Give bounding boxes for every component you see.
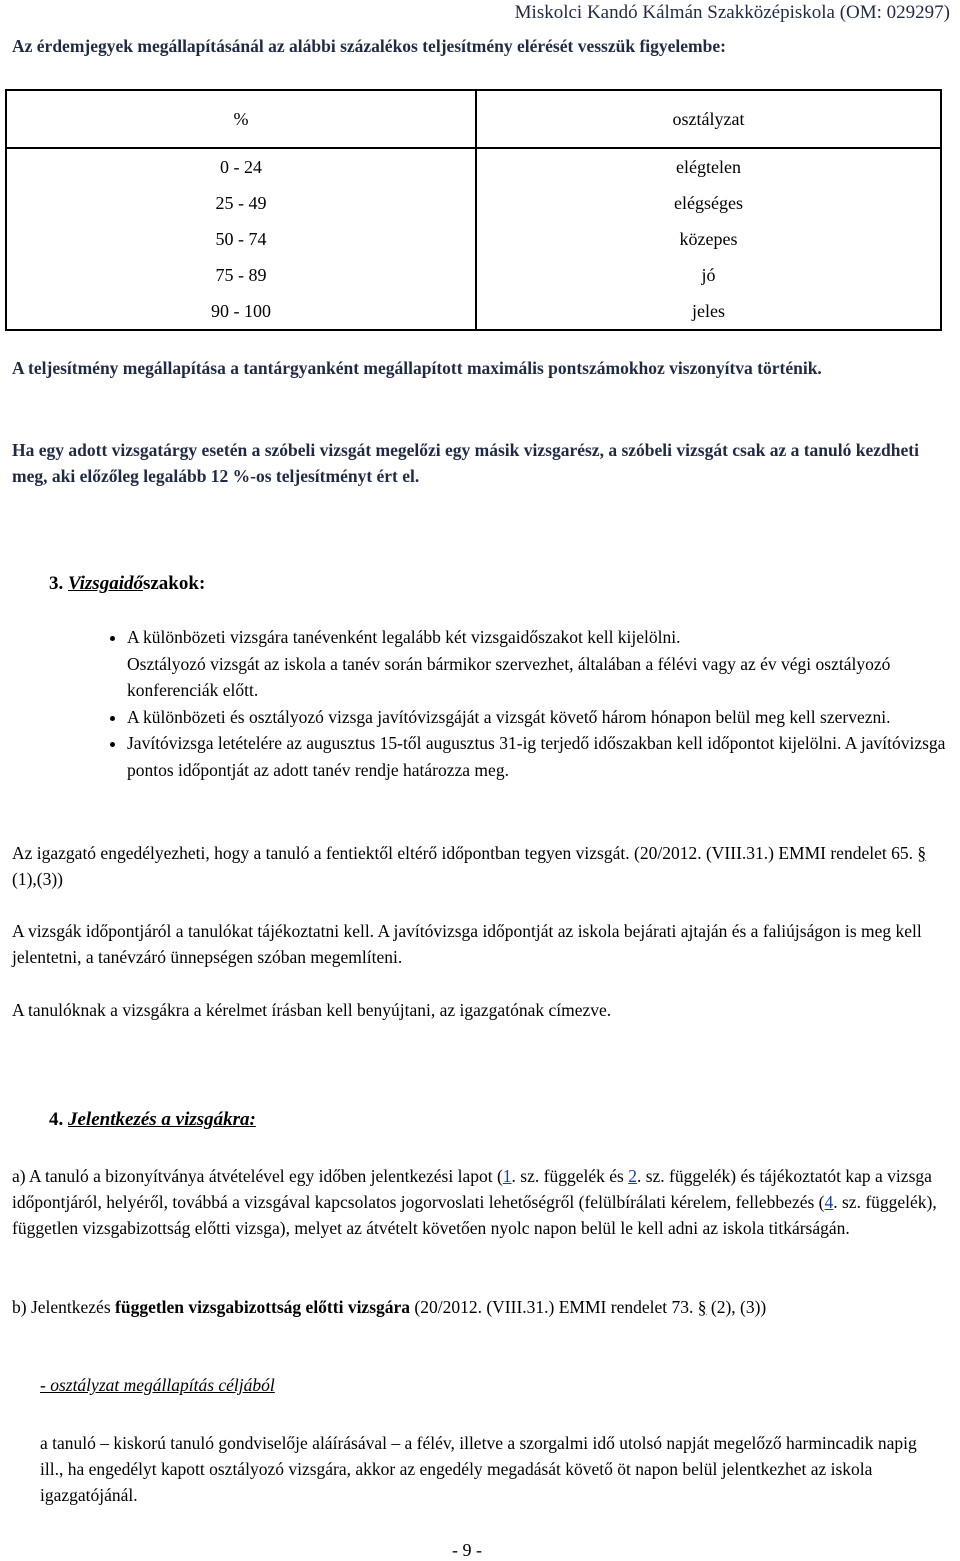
para-b-part3: (2), (3)): [706, 1297, 767, 1317]
table-row: [6, 257, 941, 293]
table-row: [6, 185, 941, 221]
page-header: Miskolci Kandó Kálmán Szakközépiskola (OM: 029297): [514, 2, 950, 23]
range-cell: 0 - 24: [6, 148, 476, 185]
grade-cell: elégséges: [476, 185, 941, 221]
header-percent: %: [6, 90, 476, 148]
grade-cell: jó: [476, 257, 941, 293]
link-appendix-4[interactable]: 4: [824, 1192, 834, 1212]
grade-cell: elégtelen: [476, 148, 941, 185]
para-a: [12, 1163, 942, 1241]
para-a-part2: . sz. függelék és: [511, 1166, 629, 1186]
list-item: • Javítóvizsga letételére az augusztus 15-től augusztus 31-ig terjedő időszakban kell időpontot kijelölni. A javítóvizsga pontos időpontját az adott tanév rendje határozza meg.: [127, 730, 960, 783]
header-grade: osztályzat: [476, 90, 941, 148]
para-szobeli: Ha egy adott vizsgatárgy esetén a szóbeli vizsgát megelőzi egy másik vizsgarész, a szóbeli vizsgát csak az a tanuló kezdheti meg, aki előzőleg legalább 12 %-os teljesítményt ért el.: [12, 440, 919, 486]
section-4-heading: [49, 1109, 256, 1131]
para-b-part1: b) Jelentkezés: [12, 1297, 116, 1317]
list-item: • A különbözeti és osztályozó vizsga javítóvizsgáját a vizsgát követő három hónapon belül meg kell szervezni.: [127, 704, 960, 731]
section-3-number: 3.: [49, 573, 64, 594]
list-item: • A különbözeti vizsgára tanévenként legalább két vizsgaidőszakot kell kijelölni.: [127, 624, 960, 651]
para-kerelem: A tanulóknak a vizsgákra a kérelmet írásban kell benyújtani, az igazgatónak címezve.: [12, 1000, 612, 1020]
para-igazgato-text: Az igazgató engedélyezheti, hogy a tanuló a fentiektől eltérő időpontban tegyen vizsgát. (20/2012. (VIII.31.) EMMI rendelet 65.: [12, 843, 918, 863]
table-header-row: [6, 90, 941, 148]
section-4-number: 4.: [49, 1109, 64, 1130]
para-b: [12, 1294, 942, 1320]
section-sign: §: [917, 843, 927, 863]
table-row: [6, 148, 941, 185]
para-kiskoru: a tanuló – kiskorú tanuló gondviselője aláírásával – a félév, illetve a szorgalmi idő utolsó napját megelőző harmincadik napig ill., ha engedélyt kapott osztályozó vizsgára, akkor az engedély megadását követő öt napon belül jelentkezhet az iskola igazgatójánál.: [40, 1433, 917, 1505]
section-4-title: Jelentkezés a vizsgákra:: [68, 1109, 256, 1130]
para-a-part1: a) A tanuló a bizonyítványa átvételével egy időben jelentkezési lapot (: [12, 1166, 503, 1186]
table-row: [6, 293, 941, 330]
para-b-part2: (20/2012. (VIII.31.) EMMI rendelet 73.: [410, 1297, 698, 1317]
range-cell: 90 - 100: [6, 293, 476, 330]
grade-cell: jeles: [476, 293, 941, 330]
table-row: [6, 221, 941, 257]
bullet-list: [100, 624, 960, 783]
para-igazgato-tail: (1),(3)): [12, 869, 64, 889]
section-3-heading: [49, 573, 205, 595]
para-idopont: A vizsgák időpontjáról a tanulókat tájékoztatni kell. A javítóvizsga időpontját az iskola bejárati ajtaján és a faliújságon is meg kell jelentetni, a tanévzáró ünnepségen szóban megemlíteni.: [12, 921, 922, 967]
link-appendix-1[interactable]: 1: [502, 1166, 512, 1186]
para-igazgato: [12, 840, 942, 892]
range-cell: 25 - 49: [6, 185, 476, 221]
para-b-bold: független vizsgabizottság előtti vizsgára: [115, 1297, 411, 1317]
para-a-part3: . sz. függelék) és tájékoztatót kap a vizsga időpontjáról, helyéről, továbbá a vizsgával kapcsolatos jogorvoslati lehetőségről (felülbírálati kérelem, fellebbezés (: [12, 1166, 932, 1212]
section-3-title-rest: szakok:: [142, 573, 206, 594]
sub-heading: - osztályzat megállapítás céljából: [40, 1375, 275, 1395]
page-number: - 9 -: [452, 1540, 482, 1560]
para-a-part4: . sz. függelék), független vizsgabizottság előtti vizsga), melyet az átvételt követően nyolc napon belül le kell adni az iskola titkárságán.: [12, 1192, 937, 1238]
link-appendix-2[interactable]: 2: [628, 1166, 637, 1186]
range-cell: 75 - 89: [6, 257, 476, 293]
list-item: Osztályozó vizsgát az iskola a tanév során bármikor szervezhet, általában a félévi vagy az év végi osztályozó konferenciák előtt.: [127, 653, 891, 700]
section-sign: §: [697, 1297, 707, 1317]
intro-text: Az érdemjegyek megállapításánál az alábbi százalékos teljesítmény elérését vesszük figyelembe:: [12, 36, 726, 56]
para-teljesitmeny: A teljesítmény megállapítása a tantárgyanként megállapított maximális pontszámokhoz viszonyítva történik.: [12, 358, 822, 378]
section-3-title-italic: Vizsgaidő: [68, 573, 143, 594]
grade-table: [5, 89, 942, 331]
range-cell: 50 - 74: [6, 221, 476, 257]
grade-cell: közepes: [476, 221, 941, 257]
